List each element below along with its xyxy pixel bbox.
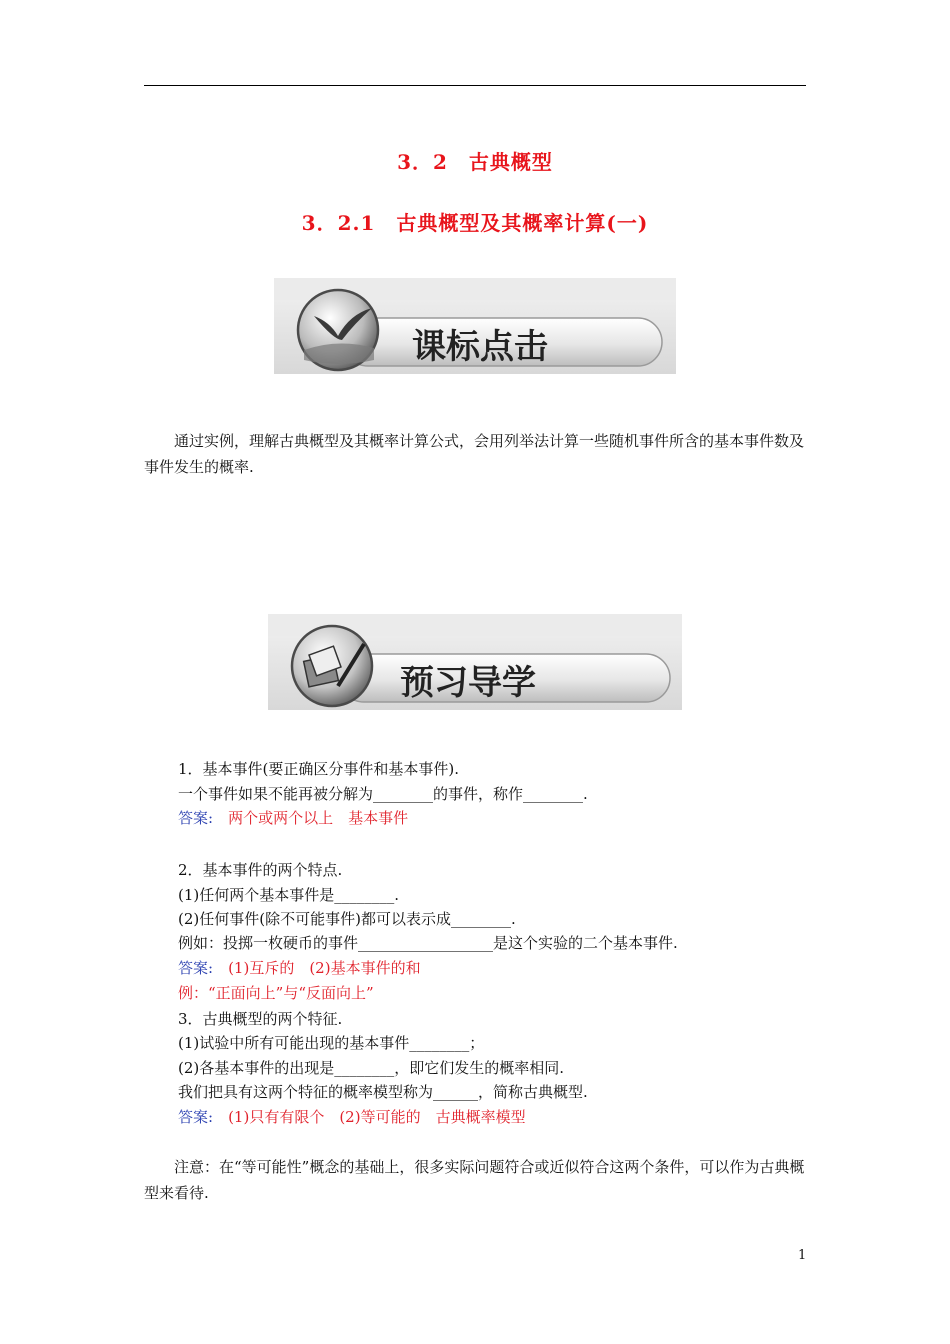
s1-line1: 一个事件如果不能再被分解为________的事件，称作________.: [178, 785, 588, 803]
s3-answer-line: [178, 1106, 526, 1128]
banner2-label: 预习导学: [400, 663, 536, 703]
answer-text: (1)只有有限个 (2)等可能的 古典概率模型: [228, 1108, 526, 1126]
objective-text: 通过实例，理解古典概型及其概率计算公式，会用列举法计算一些随机事件所含的基本事件数及事件发生的概率.: [144, 432, 805, 476]
section-title: 3．2 古典概型: [397, 150, 553, 174]
s3-heading: 3．古典概型的两个特征.: [178, 1010, 343, 1028]
s2-heading: 2．基本事件的两个特点.: [178, 861, 343, 879]
note-text: 注意：在“等可能性”概念的基础上，很多实际问题符合或近似符合这两个条件，可以作为古典概型来看待.: [144, 1158, 805, 1202]
s2-line1: (1)任何两个基本事件是________.: [178, 886, 400, 904]
s2-line2: (2)任何事件(除不可能事件)都可以表示成________.: [178, 910, 516, 928]
s2-line3: 例如：投掷一枚硬币的事件__________________是这个实验的二个基本事件.: [178, 934, 678, 952]
answer-label: 答案:: [178, 1108, 214, 1126]
answer-text: 两个或两个以上 基本事件: [228, 809, 409, 827]
s2-answer-example: 例：“正面向上”与“反面向上”: [178, 984, 374, 1002]
s3-line1: (1)试验中所有可能出现的基本事件________；: [178, 1034, 485, 1052]
answer-label: 答案:: [178, 809, 214, 827]
s2-answer-line: [178, 957, 421, 979]
answer-label: 答案:: [178, 959, 214, 977]
preview-banner: [268, 614, 682, 710]
s1-answer-line: [178, 807, 408, 829]
s3-line3: 我们把具有这两个特征的概率模型称为______，简称古典概型.: [178, 1083, 588, 1101]
lesson-title: 3．2.1 古典概型及其概率计算(一): [301, 211, 649, 235]
banner1-label: 课标点击: [412, 327, 548, 367]
header-rule: [144, 85, 806, 86]
objectives-banner: [274, 278, 676, 374]
s3-line2: (2)各基本事件的出现是________，即它们发生的概率相同.: [178, 1059, 565, 1077]
page-number: 1: [798, 1248, 807, 1263]
answer-text: (1)互斥的 (2)基本事件的和: [228, 959, 421, 977]
s1-heading: 1．基本事件(要正确区分事件和基本事件).: [178, 760, 460, 778]
